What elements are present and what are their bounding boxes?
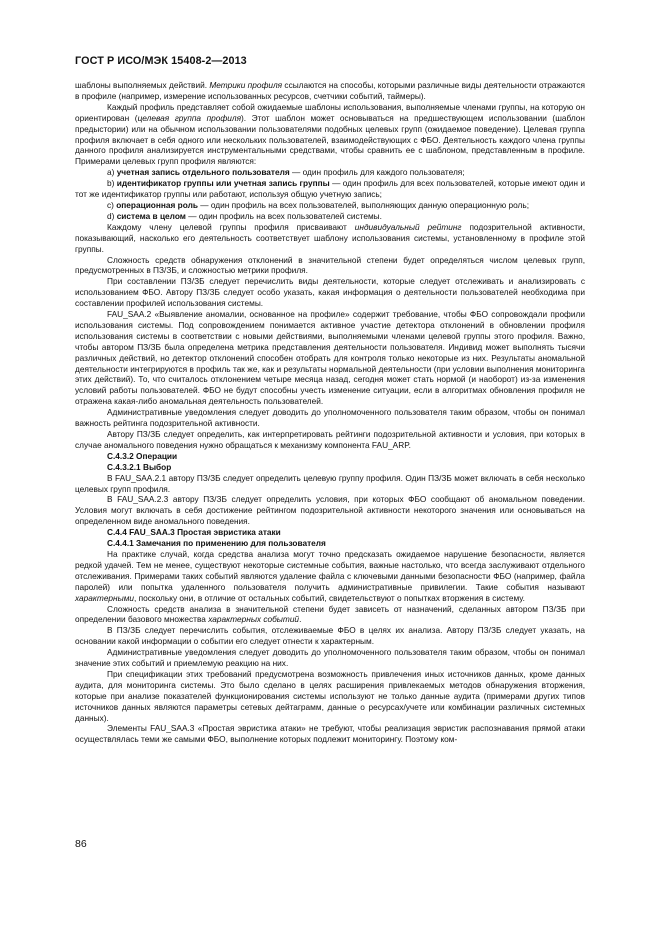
paragraph: Сложность средств анализа в значительной степени будет зависеть от назначений, сделанных автором ПЗ/ЗБ при определении базового множества характерных событий. <box>75 603 585 625</box>
list-item: c) операционная роль — один профиль на всех пользователей, выполняющих данную операционную роль; <box>107 199 530 210</box>
paragraph: Административные уведомления следует доводить до уполномоченного пользователя таким образом, чтобы он понимал значение этих событий и приемлемую реакцию на них. <box>75 647 585 669</box>
section-heading: С.4.3.2.1 Выбор <box>107 461 172 472</box>
section-heading: С.4.3.2 Операции <box>107 450 178 461</box>
paragraph: В ПЗ/ЗБ следует перечислить события, отслеживаемые ФБО в целях их анализа. Автору ПЗ/ЗБ следует указать, на основании какой информации о событии его следует отнести к характерным. <box>75 625 585 647</box>
paragraph: Сложность средств обнаружения отклонений в значительной степени будет определяться числом целевых групп, предусмотренных в ПЗ/ЗБ, и сложностью метрики профиля. <box>75 254 585 276</box>
list-item: a) учетная запись отдельного пользователя — один профиль для каждого пользователя; <box>107 167 465 178</box>
paragraph: Каждый профиль представляет собой ожидаемые шаблоны использования, выполняемые членами группы, на которую он ориентирован (целевая группа профиля). Этот шаблон может основываться на предшествующем использовании (шаблон предыстории) или на обычном использовании пользователями подобных целевых групп (ожидаемое поведение). Целевая группа профиля включает в себя одного или нескольких пользователей, взаимодействующих с ФБО. Деятельность каждого члена группы данного профиля анализируется инструментальными средствами, чтобы сравнить ее с шаблоном, представленным в профиле. Примерами целевых групп профиля являются: <box>75 101 585 167</box>
document-body <box>75 80 585 745</box>
paragraph: Элементы FAU_SAA.3 «Простая эвристика атаки» не требуют, чтобы реализация эвристик распознавания прямой атаки осуществлялась теми же самыми ФБО, выполнение которых подлежит мониторингу. Поэтому ком- <box>75 723 585 745</box>
page-header-title: ГОСТ Р ИСО/МЭК 15408-2—2013 <box>75 55 247 67</box>
page-number: 86 <box>75 838 87 850</box>
paragraph: шаблоны выполняемых действий. Метрики профиля ссылаются на способы, которыми различные виды деятельности отражаются в профиле (например, измерение использованных ресурсов, счетчики событий, таймеры). <box>75 80 585 101</box>
paragraph: Административные уведомления следует доводить до уполномоченного пользователя таким образом, чтобы он понимал важность рейтинга подозрительной активности. <box>75 407 585 429</box>
paragraph: В FAU_SAA.2.1 автору ПЗ/ЗБ следует определить целевую группу профиля. Один ПЗ/ЗБ может включать в себя несколько целевых групп профиля. <box>75 472 585 494</box>
list-item: d) система в целом — один профиль на всех пользователей системы. <box>107 210 382 221</box>
paragraph: FAU_SAA.2 «Выявление аномалии, основанное на профиле» содержит требование, чтобы ФБО сопровождали профили использования системы. Под сопровождением понимается активное участие детектора отклонений в обновлении профиля использования системы в соответствии с новыми действиями, выполняемыми членами целевой группы этого профиля. Важно, чтобы автором ПЗ/ЗБ была определена метрика представления деятельности пользователя. Индивид может выполнять тысячи различных действий, но детектор отклонений способен отобрать для контроля только некоторые из них. Результаты аномальной деятельности интегрируются в профиль так же, как и результаты нормальной деятельности (при условии выполнения мониторинга этих действий). То, что считалось отклонением четыре месяца назад, сегодня может стать нормой (и наоборот) из-за изменения условий работы пользователей. ФБО не будут способны учесть изменение ситуации, если в алгоритмах обновления профиля не отражена какая-либо аномальная деятельность пользователей. <box>75 309 585 407</box>
section-heading: С.4.4.1 Замечания по применению для пользователя <box>107 538 326 549</box>
paragraph: В FAU_SAA.2.3 автору ПЗ/ЗБ следует определить условия, при которых ФБО сообщают об аномальном поведении. Условия могут включать в себя достижение рейтингом подозрительной активности некоторого значения или основываться на определенном виде аномального поведения. <box>75 494 585 527</box>
paragraph: На практике случай, когда средства анализа могут точно предсказать ожидаемое нарушение безопасности, является редкой удачей. Тем не менее, существуют некоторые системные события, важные настолько, что всегда заслуживают отдельного отслеживания. Примерами таких событий являются удаление файла с ключевыми данными безопасности ФБО (например, файла паролей) или попытка удаленного пользователя получить административные привилегии. Такие события называют характерными, поскольку они, в отличие от остальных событий, свидетельствуют о попытках вторжения в систему. <box>75 548 585 603</box>
paragraph: При составлении ПЗ/ЗБ следует перечислить виды деятельности, которые следует отслеживать и анализировать с использованием ФБО. Автору ПЗ/ЗБ следует особо указать, какая информация о деятельности пользователей необходима при составлении профилей использования системы. <box>75 276 585 309</box>
paragraph: Автору ПЗ/ЗБ следует определить, как интерпретировать рейтинги подозрительной активности и условия, при которых в случае аномального поведения нужно обращаться к механизму компонента FAU_ARP. <box>75 429 585 450</box>
section-heading: С.4.4 FAU_SAA.3 Простая эвристика атаки <box>107 527 281 538</box>
paragraph: Каждому члену целевой группы профиля присваивают индивидуальный рейтинг подозрительной активности, показывающий, насколько его деятельность соответствует шаблону использования системы, установленному в профиле этой группы. <box>75 221 585 254</box>
paragraph: При спецификации этих требований предусмотрена возможность привлечения иных источников данных, кроме данных аудита, для мониторинга системы. Это было сделано в целях расширения привлекаемых методов обнаружения вторжения, которые при анализе показателей функционирования системы используют не только данные аудита (примерами других типов источников данных являются параметры сетевых дейтаграмм, данные о ресурсах/учете или комбинации различных системных данных). <box>75 668 585 723</box>
list-item: b) идентификатор группы или учетная запись группы — один профиль для всех пользователей, которые имеют один и тот же идентификатор группы или работают, используя общую учетную запись; <box>75 178 586 200</box>
